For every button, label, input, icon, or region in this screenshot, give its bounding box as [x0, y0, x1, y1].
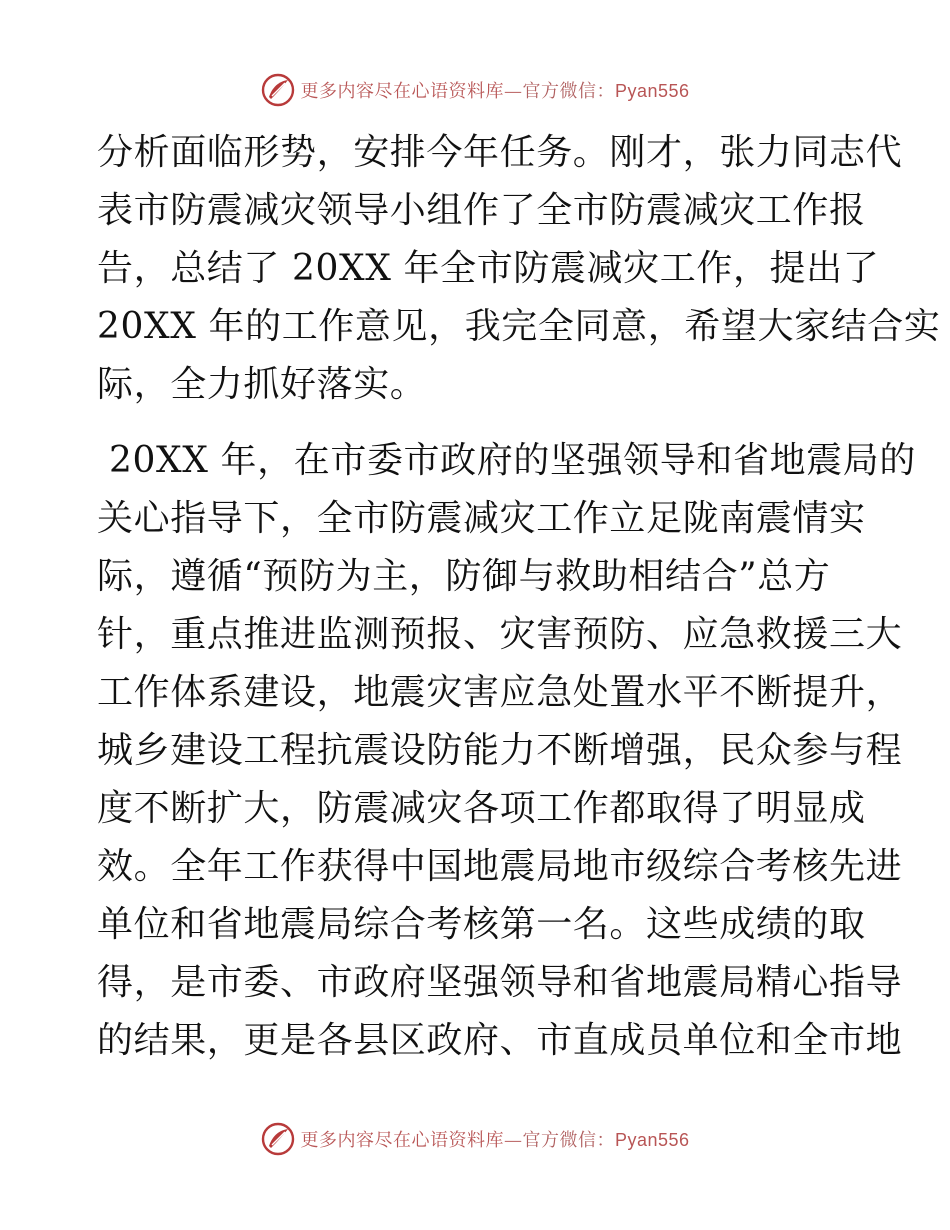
header-wechat-label: 官方微信： [522, 81, 615, 102]
header-banner [0, 68, 950, 112]
text-line: 关心指导下，全市防震减灾工作立足陇南震情实 [97, 498, 866, 539]
site-logo-icon [260, 72, 296, 108]
text-line: 际，全力抓好落实。 [97, 364, 427, 405]
footer-wechat-label: 官方微信： [522, 1130, 615, 1151]
text-line: 际，遵循“预防为主，防御与救助相结合”总方 [97, 556, 831, 597]
header-separator: — [503, 81, 523, 102]
text-line: 20XX 年，在市委市政府的坚强领导和省地震局的 [97, 440, 916, 481]
footer-site-text: 更多内容尽在心语资料库 [300, 1130, 504, 1151]
text-line: 度不断扩大，防震减灾各项工作都取得了明显成 [97, 788, 866, 829]
footer-banner [0, 1117, 950, 1161]
text-line: 城乡建设工程抗震设防能力不断增强，民众参与程 [97, 730, 903, 771]
header-banner-text [300, 77, 689, 103]
text-line: 告，总结了 20XX 年全市防震减灾工作，提出了 [97, 248, 880, 289]
text-line: 效。全年工作获得中国地震局地市级综合考核先进 [97, 846, 903, 887]
footer-separator: — [503, 1130, 523, 1151]
paragraph-1 [97, 124, 941, 414]
footer-wechat-account: Pyan556 [614, 1130, 690, 1150]
text-line: 得，是市委、市政府坚强领导和省地震局精心指导 [97, 962, 903, 1003]
text-line: 针，重点推进监测预报、灾害预防、应急救援三大 [97, 614, 903, 655]
header-site-text: 更多内容尽在心语资料库 [300, 81, 504, 102]
header-wechat-account: Pyan556 [614, 81, 690, 101]
text-line: 的结果，更是各县区政府、市直成员单位和全市地 [97, 1020, 903, 1061]
text-line: 表市防震减灾领导小组作了全市防震减灾工作报 [97, 190, 866, 231]
text-line: 分析面临形势，安排今年任务。刚才，张力同志代 [97, 132, 903, 173]
text-line: 工作体系建设，地震灾害应急处置水平不断提升， [97, 672, 903, 713]
text-line: 单位和省地震局综合考核第一名。这些成绩的取 [97, 904, 866, 945]
footer-banner-text [300, 1126, 689, 1152]
paragraph-2 [97, 432, 916, 1070]
text-line: 20XX 年的工作意见，我完全同意，希望大家结合实 [97, 306, 941, 347]
document-body [97, 124, 941, 1070]
site-logo-icon [260, 1121, 296, 1157]
